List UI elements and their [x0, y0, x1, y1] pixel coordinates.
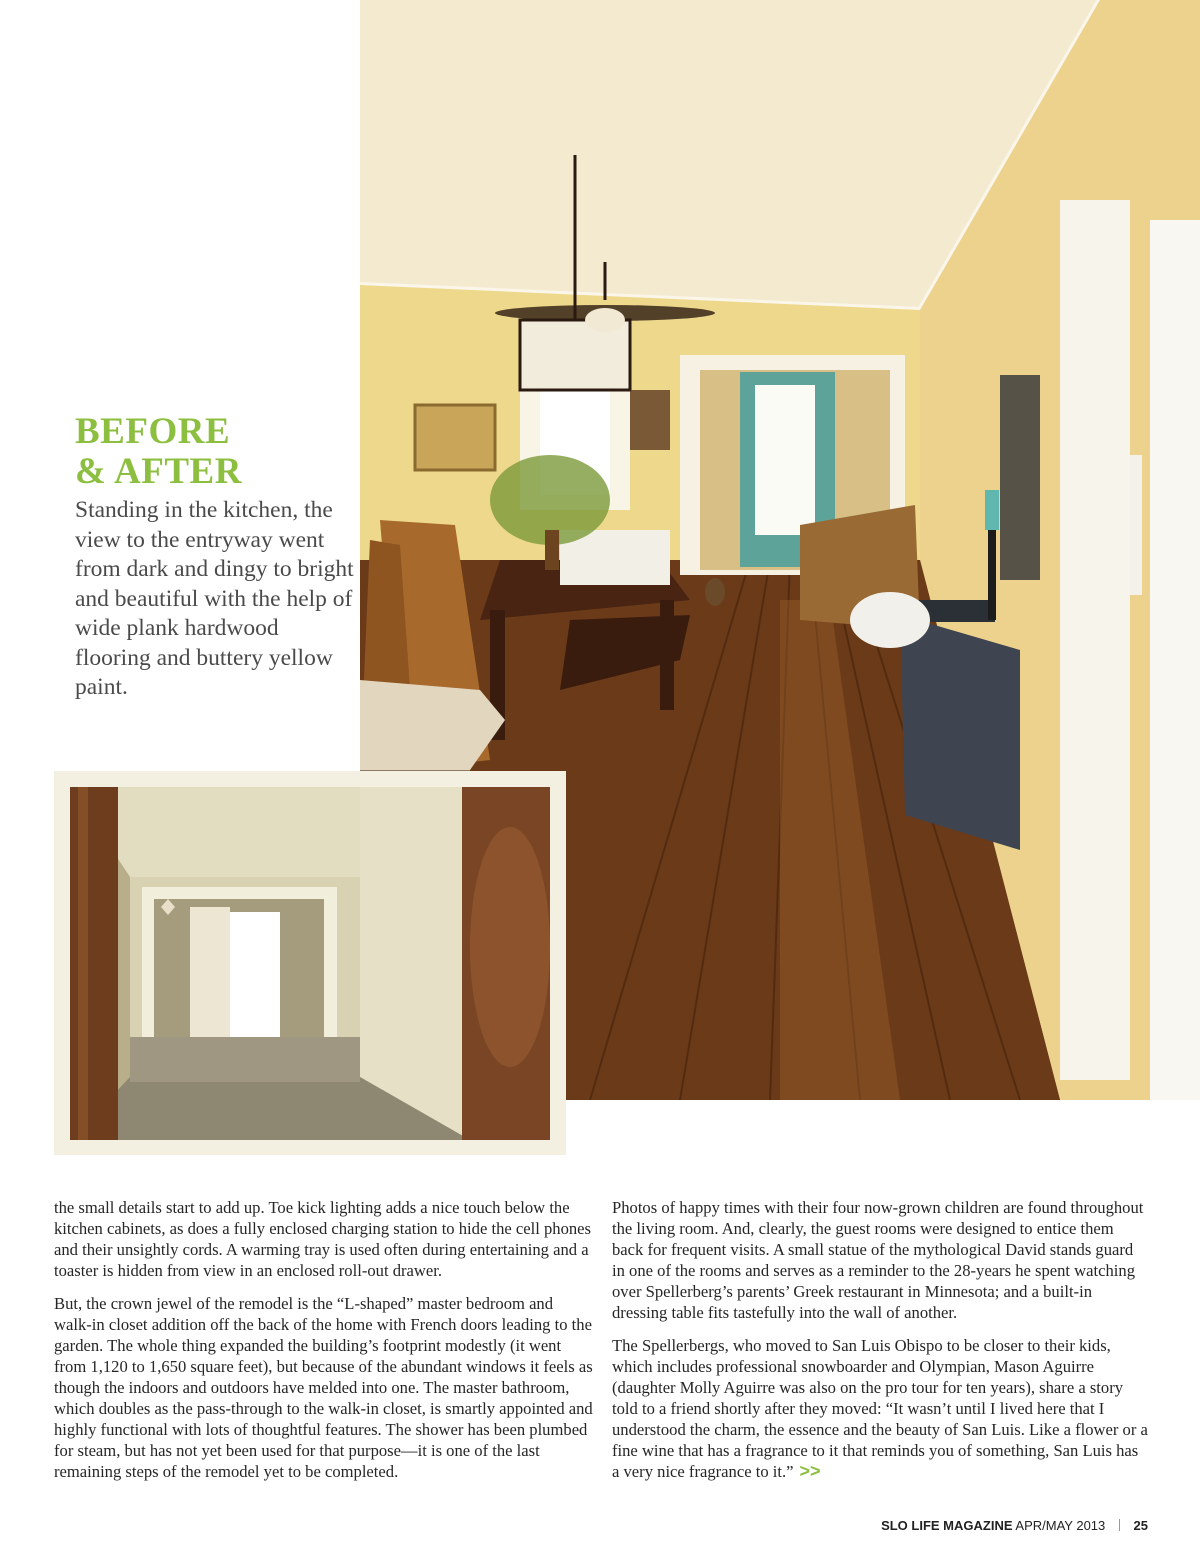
- article-column-left: [54, 1197, 594, 1494]
- issue-date: APR/MAY 2013: [1015, 1518, 1106, 1533]
- heading-line-2: & AFTER: [75, 451, 242, 492]
- paragraph: Photos of happy times with their four now-grown children are found throughout the living room. And, clearly, the guest rooms were designed to entice them back for frequent visits. A small statue of the mythological David stands guard in one of the rooms and serves as a reminder to the 28-years he spent watching over Spellerberg’s parents’ Greek restaurant in Minnesota; and a built-in dressing table fits tastefully into the wall of another.: [612, 1198, 1144, 1322]
- footer-divider: [1119, 1519, 1120, 1531]
- paragraph: But, the crown jewel of the remodel is the “L-shaped” master bedroom and walk-in closet addition off the back of the home with French doors leading to the garden. The whole thing expanded the building’s footprint modestly (it went from 1,120 to 1,650 square feet), but because of the abundant windows it feels as though the indoors and outdoors have melded into one. The master bathroom, which doubles as the pass-through to the walk-in closet, is smartly appointed and highly functional with lots of thoughtful features. The shower has been plumbed for steam, but has not yet been used for that purpose—it is one of the last remaining steps of the remodel yet to be completed.: [54, 1294, 593, 1481]
- page-footer: [881, 1518, 1148, 1533]
- magazine-name: SLO LIFE MAGAZINE: [881, 1518, 1013, 1533]
- paragraph-last: [612, 1335, 1148, 1482]
- page-number: 25: [1133, 1518, 1148, 1533]
- before-photo: [70, 787, 550, 1140]
- before-photo-frame: [54, 771, 566, 1155]
- before-photo-illustration: [70, 787, 550, 1140]
- continue-arrows-icon: >>: [799, 1461, 821, 1481]
- heading-line-1: BEFORE: [75, 411, 231, 452]
- paragraph: the small details start to add up. Toe kick lighting adds a nice touch below the kitchen cabinets, as does a fully enclosed charging station to hide the cell phones and their unsightly cords. A warming tray is used often during entertaining and a toaster is hidden from view in an enclosed roll-out drawer.: [54, 1198, 591, 1280]
- paragraph-last-text: The Spellerbergs, who moved to San Luis Obispo to be closer to their kids, which includes professional snowboarder and Olympian, Mason Aguirre (daughter Molly Aguirre was also on the pro tour for ten years), share a story told to a friend shortly after they moved: “It wasn’t until I lived here that I understood the charm, the essence and the beauty of San Luis. Like a flower or a fine wine that has a fragrance to it that reminds you of something, San Luis has a very nice fragrance to it.”: [612, 1336, 1148, 1481]
- before-after-heading: [75, 412, 345, 492]
- article-column-right: [612, 1197, 1148, 1494]
- photo-caption: Standing in the kitchen, the view to the entryway went from dark and dingy to bright and beautiful with the help of wide plank hardwood flooring and buttery yellow paint.: [75, 497, 354, 700]
